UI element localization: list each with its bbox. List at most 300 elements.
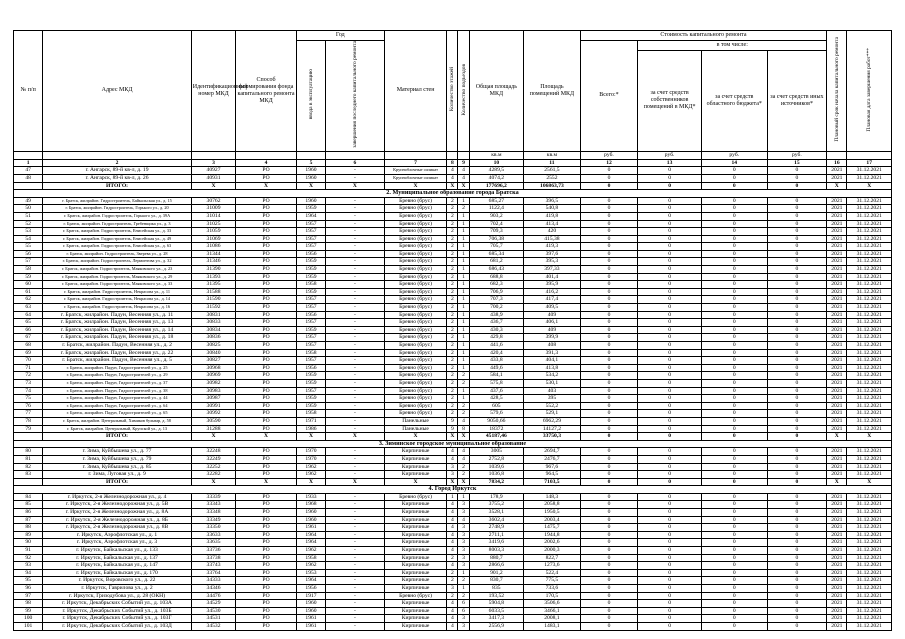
cost-owners-cell: 0 bbox=[638, 455, 702, 463]
last-repair-cell: - bbox=[326, 372, 385, 380]
cost-owners-cell: 0 bbox=[638, 342, 702, 350]
last-repair-cell: - bbox=[326, 342, 385, 350]
premises-area-cell: 1273,6 bbox=[524, 562, 581, 570]
last-repair-cell: - bbox=[326, 471, 385, 479]
row-number: 70 bbox=[14, 357, 43, 365]
cost-owners-cell: 0 bbox=[638, 615, 702, 623]
cost-owners-cell: 0 bbox=[638, 387, 702, 395]
cost-regional-cell: 0 bbox=[701, 433, 767, 441]
cost-regional-cell: 0 bbox=[701, 228, 767, 236]
total-area-cell: 605 bbox=[469, 402, 524, 410]
plan-start-cell: 2021 bbox=[827, 334, 847, 342]
year-cell: 1957 bbox=[296, 304, 325, 312]
entrances-cell: X bbox=[458, 182, 469, 190]
id-cell: 30982 bbox=[191, 379, 235, 387]
row-number: 85 bbox=[14, 501, 43, 509]
year-cell: 1953 bbox=[296, 569, 325, 577]
entrances-cell: 1 bbox=[458, 326, 469, 334]
premises-area-cell: 170,5 bbox=[524, 592, 581, 600]
total-area-cell: 685,34 bbox=[469, 250, 524, 258]
entrances-cell: 4 bbox=[458, 455, 469, 463]
col-num-header: № п/п bbox=[14, 31, 43, 152]
table-row bbox=[14, 250, 892, 258]
method-cell: РО bbox=[236, 455, 297, 463]
premises-area-cell: 413,8 bbox=[524, 364, 581, 372]
entrances-cell: 1 bbox=[458, 243, 469, 251]
address-cell: г. Ангарск, 89-й кв-л, д. 19 bbox=[43, 167, 192, 175]
address-cell: г. Иркутск, Декабрьских Событий ул., д. 103А bbox=[43, 600, 192, 608]
last-repair-cell: - bbox=[326, 250, 385, 258]
total-area-cell: 6033,5 bbox=[469, 607, 524, 615]
method-cell: РО bbox=[236, 539, 297, 547]
floors-cell: 2 bbox=[447, 402, 458, 410]
col-plan-end-header: Плановая дата завершения работ*** bbox=[847, 31, 892, 152]
entrances-cell: 3 bbox=[458, 524, 469, 532]
floors-cell: 3 bbox=[447, 471, 458, 479]
cost-total-cell: 0 bbox=[580, 516, 638, 524]
id-cell: 31086 bbox=[191, 243, 235, 251]
entrances-cell: 1 bbox=[458, 585, 469, 593]
entrances-cell: 1 bbox=[458, 250, 469, 258]
col-year-last-repair-header: завершения последнего капитального ремонта bbox=[326, 41, 385, 152]
address-cell: г. Братск, жилрайон. Падун, Гидростроителей ул., д. 25 bbox=[43, 364, 192, 372]
premises-area-cell: 404,1 bbox=[524, 357, 581, 365]
plan-end-cell: 31.12.2021 bbox=[847, 615, 892, 623]
cost-total-cell: 0 bbox=[580, 387, 638, 395]
plan-start-cell: 2021 bbox=[827, 410, 847, 418]
entrances-cell: 2 bbox=[458, 463, 469, 471]
entrances-cell: 1 bbox=[458, 258, 469, 266]
year-cell: 1986 bbox=[296, 425, 325, 433]
walls-cell: Бревно (брус) bbox=[384, 319, 447, 327]
year-cell: 1959 bbox=[296, 402, 325, 410]
address-cell: г. Иркутск, Гаврилова ул., д. 2 bbox=[43, 585, 192, 593]
cost-regional-cell: 0 bbox=[701, 243, 767, 251]
table-row bbox=[14, 197, 892, 205]
year-cell: 1959 bbox=[296, 395, 325, 403]
year-cell: 1960 bbox=[296, 607, 325, 615]
table-row bbox=[14, 607, 892, 615]
premises-area-cell: 409 bbox=[524, 326, 581, 334]
premises-area-cell: 419,8 bbox=[524, 212, 581, 220]
year-cell: 1964 bbox=[296, 212, 325, 220]
cost-owners-cell: 0 bbox=[638, 607, 702, 615]
unit-cell: руб. bbox=[767, 151, 827, 159]
cost-total-cell: 0 bbox=[580, 607, 638, 615]
entrances-cell: 1 bbox=[458, 220, 469, 228]
id-cell: 40927 bbox=[191, 167, 235, 175]
address-cell: г. Братск, жилрайон. Падун, Весенняя ул., д. 18 bbox=[43, 334, 192, 342]
premises-area-cell: 397,6 bbox=[524, 250, 581, 258]
total-area-cell: 18372 bbox=[469, 425, 524, 433]
column-number: 8 bbox=[447, 159, 458, 167]
floors-cell: 4 bbox=[447, 600, 458, 608]
floors-cell: 2 bbox=[447, 554, 458, 562]
cost-owners-cell: 0 bbox=[638, 524, 702, 532]
table-row bbox=[14, 547, 892, 555]
table-row bbox=[14, 395, 892, 403]
last-repair-cell: - bbox=[326, 417, 385, 425]
method-cell: РО bbox=[236, 387, 297, 395]
cost-regional-cell: 0 bbox=[701, 410, 767, 418]
plan-end-cell: 31.12.2021 bbox=[847, 585, 892, 593]
row-number: 84 bbox=[14, 493, 43, 501]
address-cell: ИТОГО: bbox=[43, 478, 192, 486]
cost-total-cell: 0 bbox=[580, 509, 638, 517]
premises-area-cell: 1483,1 bbox=[524, 622, 581, 630]
year-cell: 1962 bbox=[296, 547, 325, 555]
cost-owners-cell: 0 bbox=[638, 304, 702, 312]
plan-end-cell: 31.12.2021 bbox=[847, 387, 892, 395]
cost-regional-cell: 0 bbox=[701, 501, 767, 509]
premises-area-cell: 2476,7 bbox=[524, 455, 581, 463]
cost-regional-cell: 0 bbox=[701, 493, 767, 501]
column-number: 11 bbox=[524, 159, 581, 167]
floors-cell: 2 bbox=[447, 304, 458, 312]
id-cell: 31395 bbox=[191, 281, 235, 289]
cost-owners-cell: 0 bbox=[638, 622, 702, 630]
cost-regional-cell: 0 bbox=[701, 273, 767, 281]
total-area-cell: 1122,4 bbox=[469, 205, 524, 213]
plan-start-cell: 2021 bbox=[827, 258, 847, 266]
id-cell: X bbox=[191, 433, 235, 441]
method-cell: РО bbox=[236, 592, 297, 600]
last-repair-cell: - bbox=[326, 622, 385, 630]
total-area-cell: 575,8 bbox=[469, 379, 524, 387]
last-repair-cell: - bbox=[326, 425, 385, 433]
column-number: 17 bbox=[847, 159, 892, 167]
plan-end-cell: 31.12.2021 bbox=[847, 402, 892, 410]
cost-owners-cell: 0 bbox=[638, 174, 702, 182]
floors-cell: 2 bbox=[447, 311, 458, 319]
last-repair-cell: X bbox=[326, 433, 385, 441]
cost-other-cell: 0 bbox=[767, 357, 827, 365]
cost-other-cell: 0 bbox=[767, 182, 827, 190]
floors-cell: X bbox=[447, 433, 458, 441]
method-cell: РО bbox=[236, 524, 297, 532]
walls-cell: Бревно (брус) bbox=[384, 349, 447, 357]
method-cell: РО bbox=[236, 326, 297, 334]
floors-cell: 4 bbox=[447, 448, 458, 456]
floors-cell: 4 bbox=[447, 622, 458, 630]
premises-area-cell: 415,38 bbox=[524, 235, 581, 243]
cost-regional-cell: 0 bbox=[701, 600, 767, 608]
cost-other-cell: 0 bbox=[767, 197, 827, 205]
method-cell: РО bbox=[236, 304, 297, 312]
plan-end-cell: 31.12.2021 bbox=[847, 554, 892, 562]
cost-owners-cell: 0 bbox=[638, 501, 702, 509]
id-cell: 30834 bbox=[191, 326, 235, 334]
table-row bbox=[14, 539, 892, 547]
address-cell: г. Братск, жилрайон. Гидростроитель, Енисейская ул., д. 49 bbox=[43, 235, 192, 243]
id-cell: 30833 bbox=[191, 319, 235, 327]
plan-end-cell: 31.12.2021 bbox=[847, 448, 892, 456]
id-cell: 30840 bbox=[191, 349, 235, 357]
cost-owners-cell: 0 bbox=[638, 243, 702, 251]
floors-cell: 4 bbox=[447, 455, 458, 463]
address-cell: г. Братск, жилрайон. Падун, Гидростроителей ул., д. 65 bbox=[43, 410, 192, 418]
plan-end-cell: 31.12.2021 bbox=[847, 342, 892, 350]
entrances-cell: 2 bbox=[458, 379, 469, 387]
cost-total-cell: 0 bbox=[580, 425, 638, 433]
cost-regional-cell: 0 bbox=[701, 569, 767, 577]
method-cell: РО bbox=[236, 410, 297, 418]
row-number: 97 bbox=[14, 592, 43, 600]
column-number: 9 bbox=[458, 159, 469, 167]
cost-owners-cell: 0 bbox=[638, 228, 702, 236]
cost-total-cell: 0 bbox=[580, 501, 638, 509]
row-number: 64 bbox=[14, 311, 43, 319]
cost-other-cell: 0 bbox=[767, 585, 827, 593]
cost-other-cell: 0 bbox=[767, 547, 827, 555]
cost-owners-cell: 0 bbox=[638, 334, 702, 342]
last-repair-cell: - bbox=[326, 379, 385, 387]
total-area-cell: 420,4 bbox=[469, 349, 524, 357]
row-number: 71 bbox=[14, 364, 43, 372]
method-cell: РО bbox=[236, 417, 297, 425]
id-cell: 33743 bbox=[191, 562, 235, 570]
entrances-cell: 1 bbox=[458, 364, 469, 372]
cost-other-cell: 0 bbox=[767, 425, 827, 433]
last-repair-cell: - bbox=[326, 296, 385, 304]
walls-cell: Бревно (брус) bbox=[384, 258, 447, 266]
col-including-header: в том числе: bbox=[638, 41, 827, 51]
column-number: 6 bbox=[326, 159, 385, 167]
cost-regional-cell: 0 bbox=[701, 463, 767, 471]
table-row bbox=[14, 615, 892, 623]
floors-cell: 2 bbox=[447, 387, 458, 395]
id-cell: 33343 bbox=[191, 501, 235, 509]
last-repair-cell: - bbox=[326, 600, 385, 608]
floors-cell: 3 bbox=[447, 463, 458, 471]
total-area-cell: 429,8 bbox=[469, 334, 524, 342]
address-cell: г. Иркутск, 2-я Железнодорожная ул., д. 4 bbox=[43, 493, 192, 501]
table-row bbox=[14, 531, 892, 539]
plan-start-cell: 2021 bbox=[827, 592, 847, 600]
cost-total-cell: 0 bbox=[580, 205, 638, 213]
last-repair-cell: - bbox=[326, 228, 385, 236]
cost-regional-cell: 0 bbox=[701, 349, 767, 357]
table-row bbox=[14, 622, 892, 630]
year-cell: 1960 bbox=[296, 509, 325, 517]
cost-total-cell: 0 bbox=[580, 334, 638, 342]
last-repair-cell: - bbox=[326, 463, 385, 471]
id-cell: 33635 bbox=[191, 539, 235, 547]
floors-cell: 2 bbox=[447, 372, 458, 380]
cost-other-cell: 0 bbox=[767, 311, 827, 319]
total-area-cell: 438,9 bbox=[469, 311, 524, 319]
walls-cell: Кирпичные bbox=[384, 471, 447, 479]
last-repair-cell: - bbox=[326, 167, 385, 175]
row-number: 93 bbox=[14, 562, 43, 570]
cost-owners-cell: 0 bbox=[638, 296, 702, 304]
entrances-cell: 3 bbox=[458, 615, 469, 623]
plan-end-cell: 31.12.2021 bbox=[847, 516, 892, 524]
last-repair-cell: - bbox=[326, 243, 385, 251]
walls-cell: Бревно (брус) bbox=[384, 250, 447, 258]
cost-regional-cell: 0 bbox=[701, 615, 767, 623]
plan-end-cell: 31.12.2021 bbox=[847, 425, 892, 433]
plan-start-cell: 2021 bbox=[827, 501, 847, 509]
cost-other-cell: 0 bbox=[767, 592, 827, 600]
id-cell: 34333 bbox=[191, 577, 235, 585]
year-cell: 1961 bbox=[296, 615, 325, 623]
entrances-cell: 2 bbox=[458, 592, 469, 600]
total-area-cell: 177696,2 bbox=[469, 182, 524, 190]
walls-cell: Кирпичные bbox=[384, 455, 447, 463]
total-area-cell: 688,8 bbox=[469, 273, 524, 281]
total-area-cell: 707,3 bbox=[469, 296, 524, 304]
plan-end-cell: 31.12.2021 bbox=[847, 174, 892, 182]
walls-cell: Бревно (брус) bbox=[384, 197, 447, 205]
plan-start-cell: 2021 bbox=[827, 342, 847, 350]
cost-owners-cell: 0 bbox=[638, 258, 702, 266]
entrances-cell: 1 bbox=[458, 311, 469, 319]
method-cell: РО bbox=[236, 266, 297, 274]
cost-owners-cell: 0 bbox=[638, 425, 702, 433]
id-cell: 31393 bbox=[191, 273, 235, 281]
cost-owners-cell: 0 bbox=[638, 273, 702, 281]
year-cell: 1961 bbox=[296, 622, 325, 630]
id-cell: 34532 bbox=[191, 622, 235, 630]
table-row bbox=[14, 311, 892, 319]
address-cell: г. Братск, жилрайон. Гидростроитель, Енисейская ул., д. 63 bbox=[43, 243, 192, 251]
last-repair-cell: - bbox=[326, 273, 385, 281]
year-cell: 1964 bbox=[296, 577, 325, 585]
id-cell: 34531 bbox=[191, 615, 235, 623]
col-cost-group-header: Стоимость капитального ремонта bbox=[580, 31, 827, 41]
floors-cell: 2 bbox=[447, 592, 458, 600]
address-cell: г. Братск, жилрайон. Гидростроитель, Маяковского ул., д. 23 bbox=[43, 266, 192, 274]
last-repair-cell: - bbox=[326, 235, 385, 243]
column-number: 16 bbox=[827, 159, 847, 167]
last-repair-cell: - bbox=[326, 493, 385, 501]
cost-total-cell: 0 bbox=[580, 220, 638, 228]
row-number: 67 bbox=[14, 334, 43, 342]
cost-regional-cell: 0 bbox=[701, 478, 767, 486]
walls-cell: Бревно (брус) bbox=[384, 342, 447, 350]
section-title: 4. Город Иркутск bbox=[14, 486, 892, 494]
premises-area-cell: 409,5 bbox=[524, 304, 581, 312]
cost-regional-cell: 0 bbox=[701, 547, 767, 555]
cost-owners-cell: 0 bbox=[638, 197, 702, 205]
id-cell: 34346 bbox=[191, 585, 235, 593]
walls-cell: Бревно (брус) bbox=[384, 304, 447, 312]
plan-start-cell: 2021 bbox=[827, 250, 847, 258]
plan-start-cell: 2021 bbox=[827, 220, 847, 228]
id-cell: 31009 bbox=[191, 205, 235, 213]
floors-cell: 2 bbox=[447, 266, 458, 274]
floors-cell: 4 bbox=[447, 607, 458, 615]
id-cell: 31025 bbox=[191, 220, 235, 228]
premises-area-cell: 3466,1 bbox=[524, 607, 581, 615]
premises-area-cell: 2003,4 bbox=[524, 516, 581, 524]
plan-end-cell: 31.12.2021 bbox=[847, 326, 892, 334]
row-number bbox=[14, 478, 43, 486]
row-number: 57 bbox=[14, 258, 43, 266]
total-area-cell: 706,9 bbox=[469, 288, 524, 296]
floors-cell: 4 bbox=[447, 615, 458, 623]
address-cell: г. Иркутск, Воровского ул., д. 22 bbox=[43, 577, 192, 585]
cost-owners-cell: 0 bbox=[638, 182, 702, 190]
row-number: 51 bbox=[14, 212, 43, 220]
cost-total-cell: 0 bbox=[580, 455, 638, 463]
plan-start-cell: 2021 bbox=[827, 600, 847, 608]
id-cell: 31069 bbox=[191, 235, 235, 243]
walls-cell: Кирпичные bbox=[384, 509, 447, 517]
floors-cell: 2 bbox=[447, 364, 458, 372]
entrances-cell: 1 bbox=[458, 569, 469, 577]
row-number: 60 bbox=[14, 281, 43, 289]
col-owners-header: за счет средств собственников помещений в МКД* bbox=[638, 51, 702, 152]
plan-end-cell: 31.12.2021 bbox=[847, 220, 892, 228]
cost-regional-cell: 0 bbox=[701, 250, 767, 258]
floors-cell: 2 bbox=[447, 273, 458, 281]
last-repair-cell: - bbox=[326, 281, 385, 289]
cost-regional-cell: 0 bbox=[701, 205, 767, 213]
method-cell: РО bbox=[236, 235, 297, 243]
plan-start-cell: 2021 bbox=[827, 509, 847, 517]
entrances-cell: 3 bbox=[458, 531, 469, 539]
address-cell: г. Иркутск, Декабрьских Событий ул., д. 103Б bbox=[43, 607, 192, 615]
method-cell: РО bbox=[236, 273, 297, 281]
cost-owners-cell: 0 bbox=[638, 516, 702, 524]
year-cell: 1958 bbox=[296, 410, 325, 418]
cost-regional-cell: 0 bbox=[701, 607, 767, 615]
year-cell: 1957 bbox=[296, 220, 325, 228]
method-cell: РО bbox=[236, 197, 297, 205]
cost-total-cell: 0 bbox=[580, 311, 638, 319]
total-area-cell: 5904,8 bbox=[469, 600, 524, 608]
floors-cell: 4 bbox=[447, 167, 458, 175]
cost-regional-cell: 0 bbox=[701, 592, 767, 600]
walls-cell: Бревно (брус) bbox=[384, 228, 447, 236]
year-cell: 1964 bbox=[296, 539, 325, 547]
plan-end-cell: 31.12.2021 bbox=[847, 395, 892, 403]
cost-regional-cell: 0 bbox=[701, 539, 767, 547]
total-area-cell: 3417,3 bbox=[469, 615, 524, 623]
cost-owners-cell: 0 bbox=[638, 395, 702, 403]
address-cell: г. Братск, жилрайон. Гидростроитель, Некрасова ул., д. 16 bbox=[43, 304, 192, 312]
plan-end-cell: 31.12.2021 bbox=[847, 304, 892, 312]
id-cell: 31346 bbox=[191, 258, 235, 266]
year-cell: 1959 bbox=[296, 205, 325, 213]
last-repair-cell: - bbox=[326, 334, 385, 342]
plan-start-cell: 2021 bbox=[827, 319, 847, 327]
year-cell: X bbox=[296, 182, 325, 190]
cost-regional-cell: 0 bbox=[701, 288, 767, 296]
table-row bbox=[14, 509, 892, 517]
entrances-cell: 3 bbox=[458, 509, 469, 517]
table-row bbox=[14, 258, 892, 266]
last-repair-cell: - bbox=[326, 562, 385, 570]
address-cell: г. Братск, жилрайон. Падун, Весенняя ул., д. 11 bbox=[43, 311, 192, 319]
walls-cell: Кирпичные bbox=[384, 463, 447, 471]
entrances-cell: X bbox=[458, 433, 469, 441]
method-cell: X bbox=[236, 433, 297, 441]
cost-total-cell: 0 bbox=[580, 402, 638, 410]
premises-area-cell: 395,9 bbox=[524, 281, 581, 289]
walls-cell: Кирпичные bbox=[384, 547, 447, 555]
address-cell: г. Братск, жилрайон. Падун, Весенняя ул., д. 2 bbox=[43, 342, 192, 350]
premises-area-cell: 391,3 bbox=[524, 349, 581, 357]
plan-end-cell: 31.12.2021 bbox=[847, 455, 892, 463]
cost-other-cell: 0 bbox=[767, 463, 827, 471]
plan-end-cell: 31.12.2021 bbox=[847, 296, 892, 304]
premises-area-cell: 106863,73 bbox=[524, 182, 581, 190]
cost-regional-cell: 0 bbox=[701, 364, 767, 372]
row-number: 88 bbox=[14, 524, 43, 532]
